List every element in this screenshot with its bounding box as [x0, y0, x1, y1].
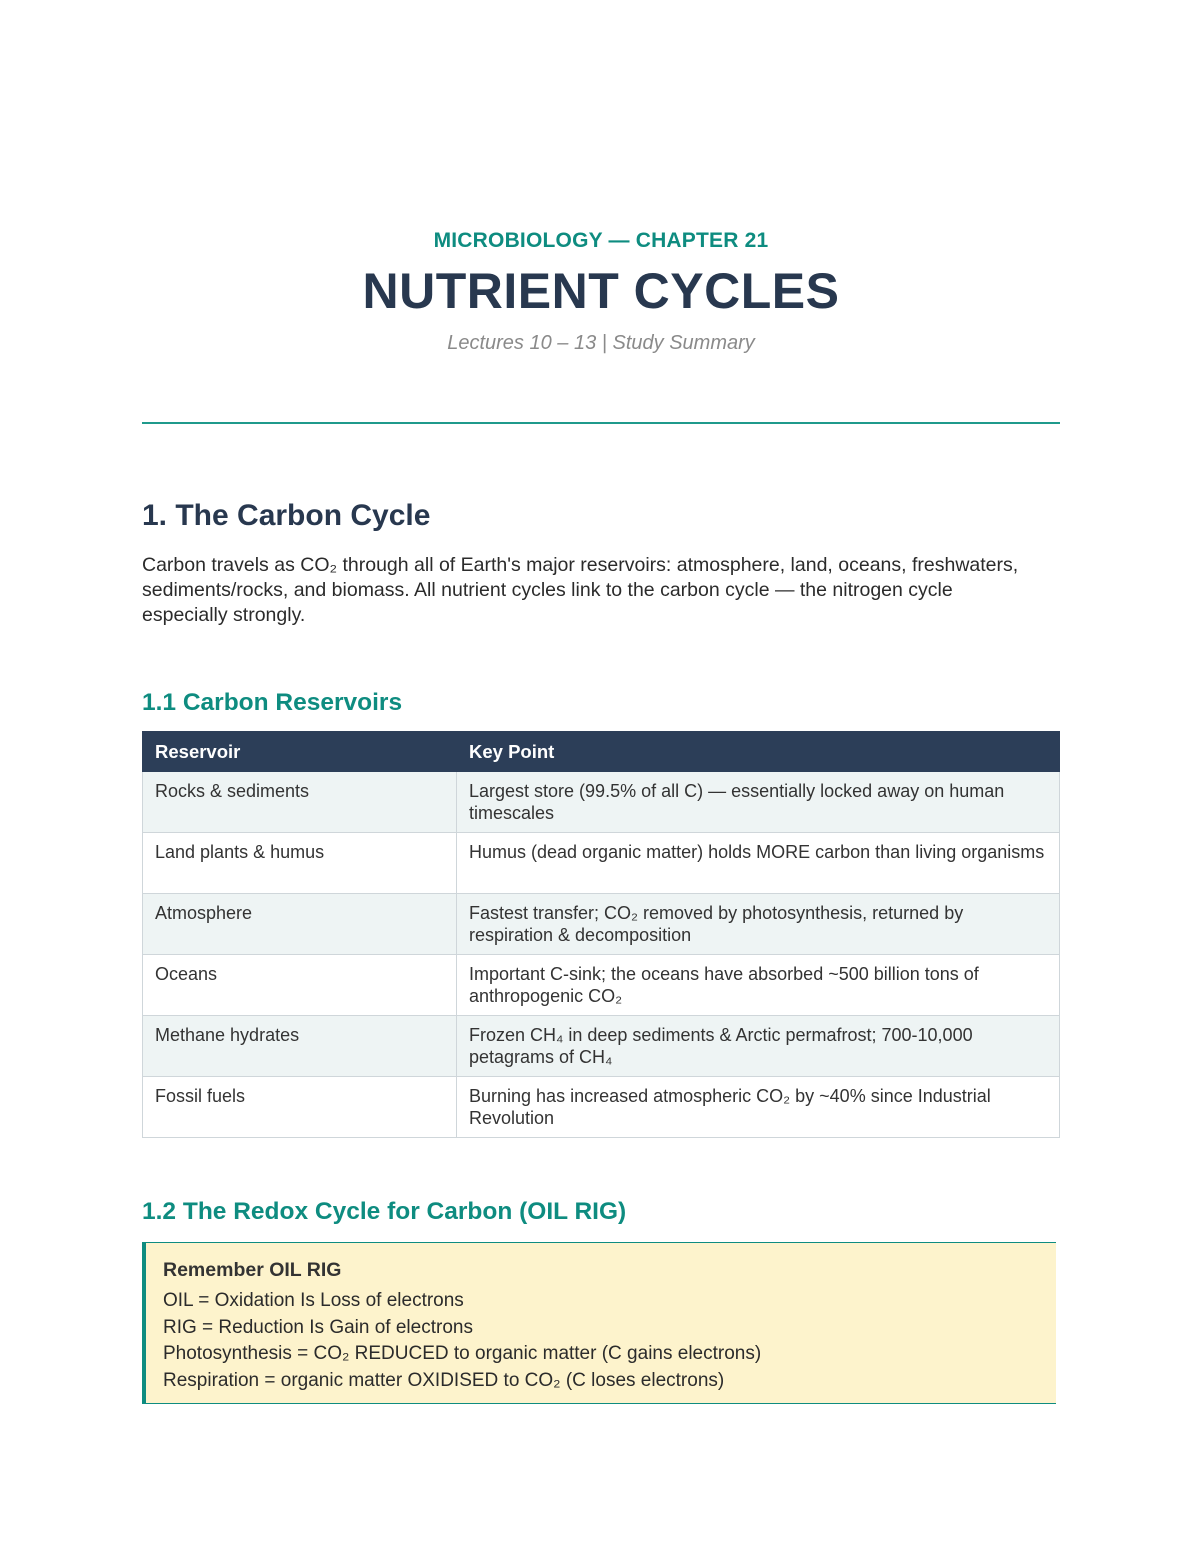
section-heading-redox: 1.2 The Redox Cycle for Carbon (OIL RIG)	[142, 1198, 627, 1225]
reservoirs-table	[142, 731, 1060, 1138]
page-subtitle: Lectures 10 – 13 | Study Summary	[447, 332, 755, 354]
chapter-kicker: MICROBIOLOGY — CHAPTER 21	[433, 229, 769, 252]
callout-line: OIL = Oxidation Is Loss of electrons	[163, 1290, 464, 1311]
table-row	[143, 955, 1060, 1016]
page-title: NUTRIENT CYCLES	[362, 263, 840, 319]
reservoir-cell: Methane hydrates	[143, 1016, 457, 1077]
table-header-row	[143, 732, 1060, 772]
table-row	[143, 833, 1060, 894]
section-heading-carbon-cycle: 1. The Carbon Cycle	[142, 499, 431, 532]
column-header-key-point: Key Point	[457, 732, 1060, 772]
table-row	[143, 772, 1060, 833]
callout-line: RIG = Reduction Is Gain of electrons	[163, 1316, 473, 1338]
key-point-cell: Frozen CH₄ in deep sediments & Arctic permafrost; 700-10,000 petagrams of CH₄	[457, 1016, 1060, 1077]
table-row	[143, 1016, 1060, 1077]
table-row	[143, 1077, 1060, 1138]
reservoir-cell: Atmosphere	[143, 894, 457, 955]
header-divider	[142, 422, 1060, 424]
key-point-cell: Largest store (99.5% of all C) — essentially locked away on human timescales	[457, 772, 1060, 833]
callout-lines	[163, 1288, 761, 1394]
callout-line: Respiration = organic matter OXIDISED to CO₂ (C loses electrons)	[163, 1369, 725, 1391]
carbon-cycle-intro: Carbon travels as CO₂ through all of Earth's major reservoirs: atmosphere, land, oceans, freshwaters, sediments/rocks, and biomass. All nutrient cycles link to the carbon cycle — the nitrogen cycle especially strongly.	[142, 554, 1019, 626]
oil-rig-callout	[142, 1242, 1056, 1404]
reservoir-cell: Fossil fuels	[143, 1077, 457, 1138]
reservoir-cell: Oceans	[143, 955, 457, 1016]
table-row	[143, 894, 1060, 955]
callout-line: Photosynthesis = CO₂ REDUCED to organic matter (C gains electrons)	[163, 1343, 762, 1364]
reservoir-cell: Land plants & humus	[143, 833, 457, 894]
key-point-cell: Important C-sink; the oceans have absorbed ~500 billion tons of anthropogenic CO₂	[457, 955, 1060, 1016]
reservoir-cell: Rocks & sediments	[143, 772, 457, 833]
key-point-cell: Humus (dead organic matter) holds MORE carbon than living organisms	[457, 833, 1060, 894]
key-point-cell: Fastest transfer; CO₂ removed by photosynthesis, returned by respiration & decomposition	[457, 894, 1060, 955]
column-header-reservoir: Reservoir	[143, 732, 457, 772]
section-heading-reservoirs: 1.1 Carbon Reservoirs	[142, 689, 403, 716]
callout-title: Remember OIL RIG	[163, 1259, 342, 1281]
key-point-cell: Burning has increased atmospheric CO₂ by ~40% since Industrial Revolution	[457, 1077, 1060, 1138]
